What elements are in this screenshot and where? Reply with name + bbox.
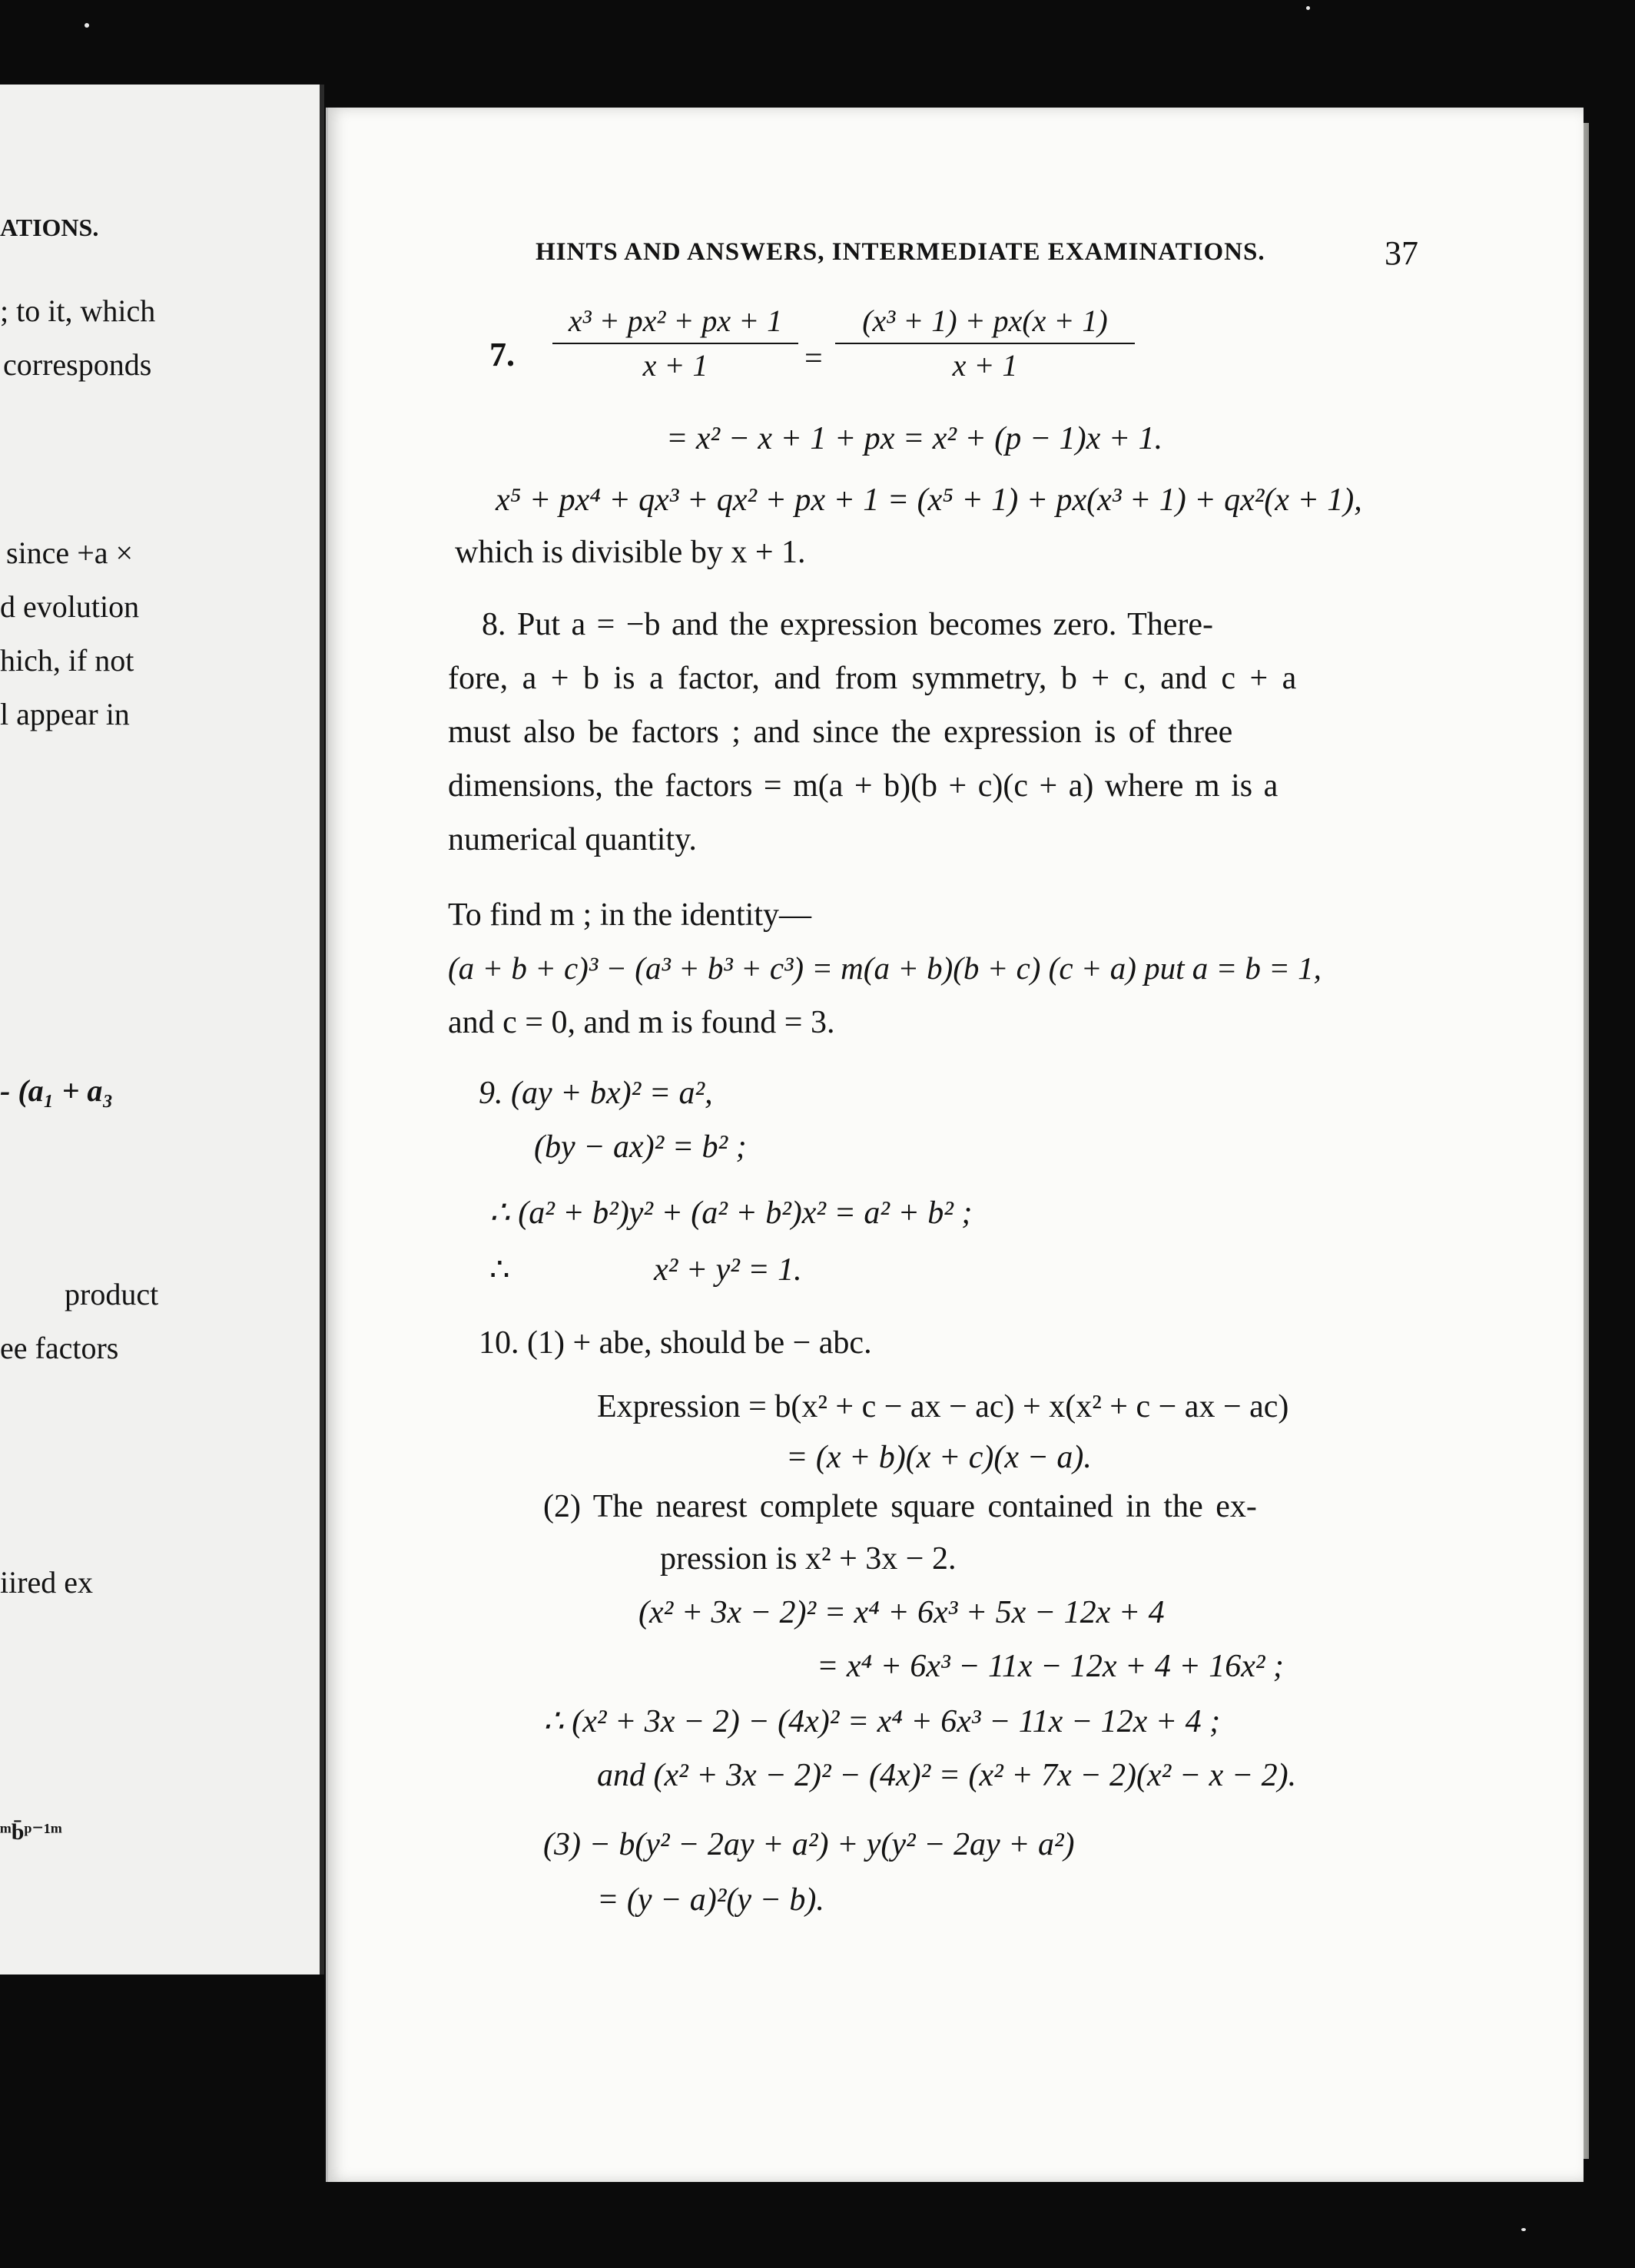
q7-rhs-numerator: (x³ + 1) + px(x + 1) [835, 306, 1135, 344]
left-text-fragment: d evolution [0, 589, 140, 624]
q9-line: (by − ax)² = b² ; [534, 1129, 747, 1165]
q10-line: (2) The nearest complete square contained in the ex- [543, 1489, 1257, 1524]
q9-therefore: ∴ [489, 1252, 510, 1288]
left-text-fragment: iired ex [0, 1565, 94, 1600]
scan-speck [1521, 2228, 1526, 2231]
left-text-fragment: ee factors [0, 1331, 119, 1365]
q8-line: fore, a + b is a factor, and from symmetry, b + c, and c + a [448, 661, 1297, 696]
q8-line: To find m ; in the identity— [448, 897, 812, 933]
page-number: 37 [1385, 234, 1418, 272]
q7-line: which is divisible by x + 1. [455, 535, 806, 570]
q10-line: (x² + 3x − 2)² = x⁴ + 6x³ + 5x − 12x + 4 [638, 1595, 1165, 1630]
q10-line: = (x + b)(x + c)(x − a). [786, 1440, 1092, 1475]
q8-line: 8. Put a = −b and the expression becomes zero. There- [482, 607, 1213, 642]
q10-line: Expression = b(x² + c − ax − ac) + x(x² + c − ax − ac) [597, 1389, 1289, 1424]
left-text-fragment: l appear in [0, 697, 130, 731]
q7-number: 7. [489, 336, 515, 373]
q7-lhs-denominator: x + 1 [642, 348, 708, 383]
left-formula-fragment: - (a₁ + a₃ [0, 1073, 114, 1108]
left-text-fragment: product [65, 1277, 159, 1311]
left-formula-fragment: ᵐb̄ᵖ⁻¹ᵐ [0, 1819, 62, 1845]
q8-line: and c = 0, and m is found = 3. [448, 1005, 835, 1040]
right-page [326, 108, 1584, 2182]
q10-line: and (x² + 3x − 2)² − (4x)² = (x² + 7x − 2)(x² − x − 2). [597, 1758, 1297, 1793]
left-text-fragment: hich, if not [0, 643, 134, 678]
q7-lhs-numerator: x³ + px² + px + 1 [552, 306, 798, 344]
q10-line: = x⁴ + 6x³ − 11x − 12x + 4 + 16x² ; [817, 1649, 1284, 1684]
q8-line: must also be factors ; and since the expression is of three [448, 715, 1233, 750]
left-text-fragment: corresponds [3, 347, 152, 382]
q10-line: = (y − a)²(y − b). [597, 1882, 824, 1918]
q9-line: ∴ (a² + b²)y² + (a² + b²)x² = a² + b² ; [489, 1195, 973, 1231]
q7-equals: = [804, 341, 823, 376]
running-head: HINTS AND ANSWERS, INTERMEDIATE EXAMINATIONS. [536, 238, 1265, 266]
q7-line: = x² − x + 1 + px = x² + (p − 1)x + 1. [666, 421, 1163, 456]
q10-line: 10. (1) + abe, should be − abc. [479, 1325, 872, 1361]
scan-speck [85, 23, 89, 28]
q9-line: x² + y² = 1. [654, 1252, 802, 1288]
q7-line: x⁵ + px⁴ + qx³ + qx² + px + 1 = (x⁵ + 1) + px(x³ + 1) + qx²(x + 1), [496, 482, 1362, 518]
q7-rhs-fraction [835, 303, 1135, 383]
q7-lhs-fraction [552, 303, 798, 383]
q10-line: ∴ (x² + 3x − 2) − (4x)² = x⁴ + 6x³ − 11x − 12x + 4 ; [543, 1704, 1221, 1739]
q10-line: pression is x² + 3x − 2. [660, 1541, 957, 1577]
left-text-fragment: ; to it, which [0, 293, 156, 328]
left-page [0, 85, 324, 1975]
left-text-fragment: since +a × [6, 536, 134, 570]
q8-line: numerical quantity. [448, 822, 697, 857]
q8-line: (a + b + c)³ − (a³ + b³ + c³) = m(a + b)(b + c) (c + a) put a = b = 1, [448, 950, 1322, 986]
scan-speck [1306, 6, 1310, 10]
q9-line: 9. (ay + bx)² = a², [479, 1076, 713, 1111]
q10-line: (3) − b(y² − 2ay + a²) + y(y² − 2ay + a²) [543, 1827, 1075, 1862]
q7-rhs-denominator: x + 1 [952, 348, 1018, 383]
q8-line: dimensions, the factors = m(a + b)(b + c)(c + a) where m is a [448, 768, 1278, 804]
left-running-head-fragment: ATIONS. [0, 214, 99, 241]
